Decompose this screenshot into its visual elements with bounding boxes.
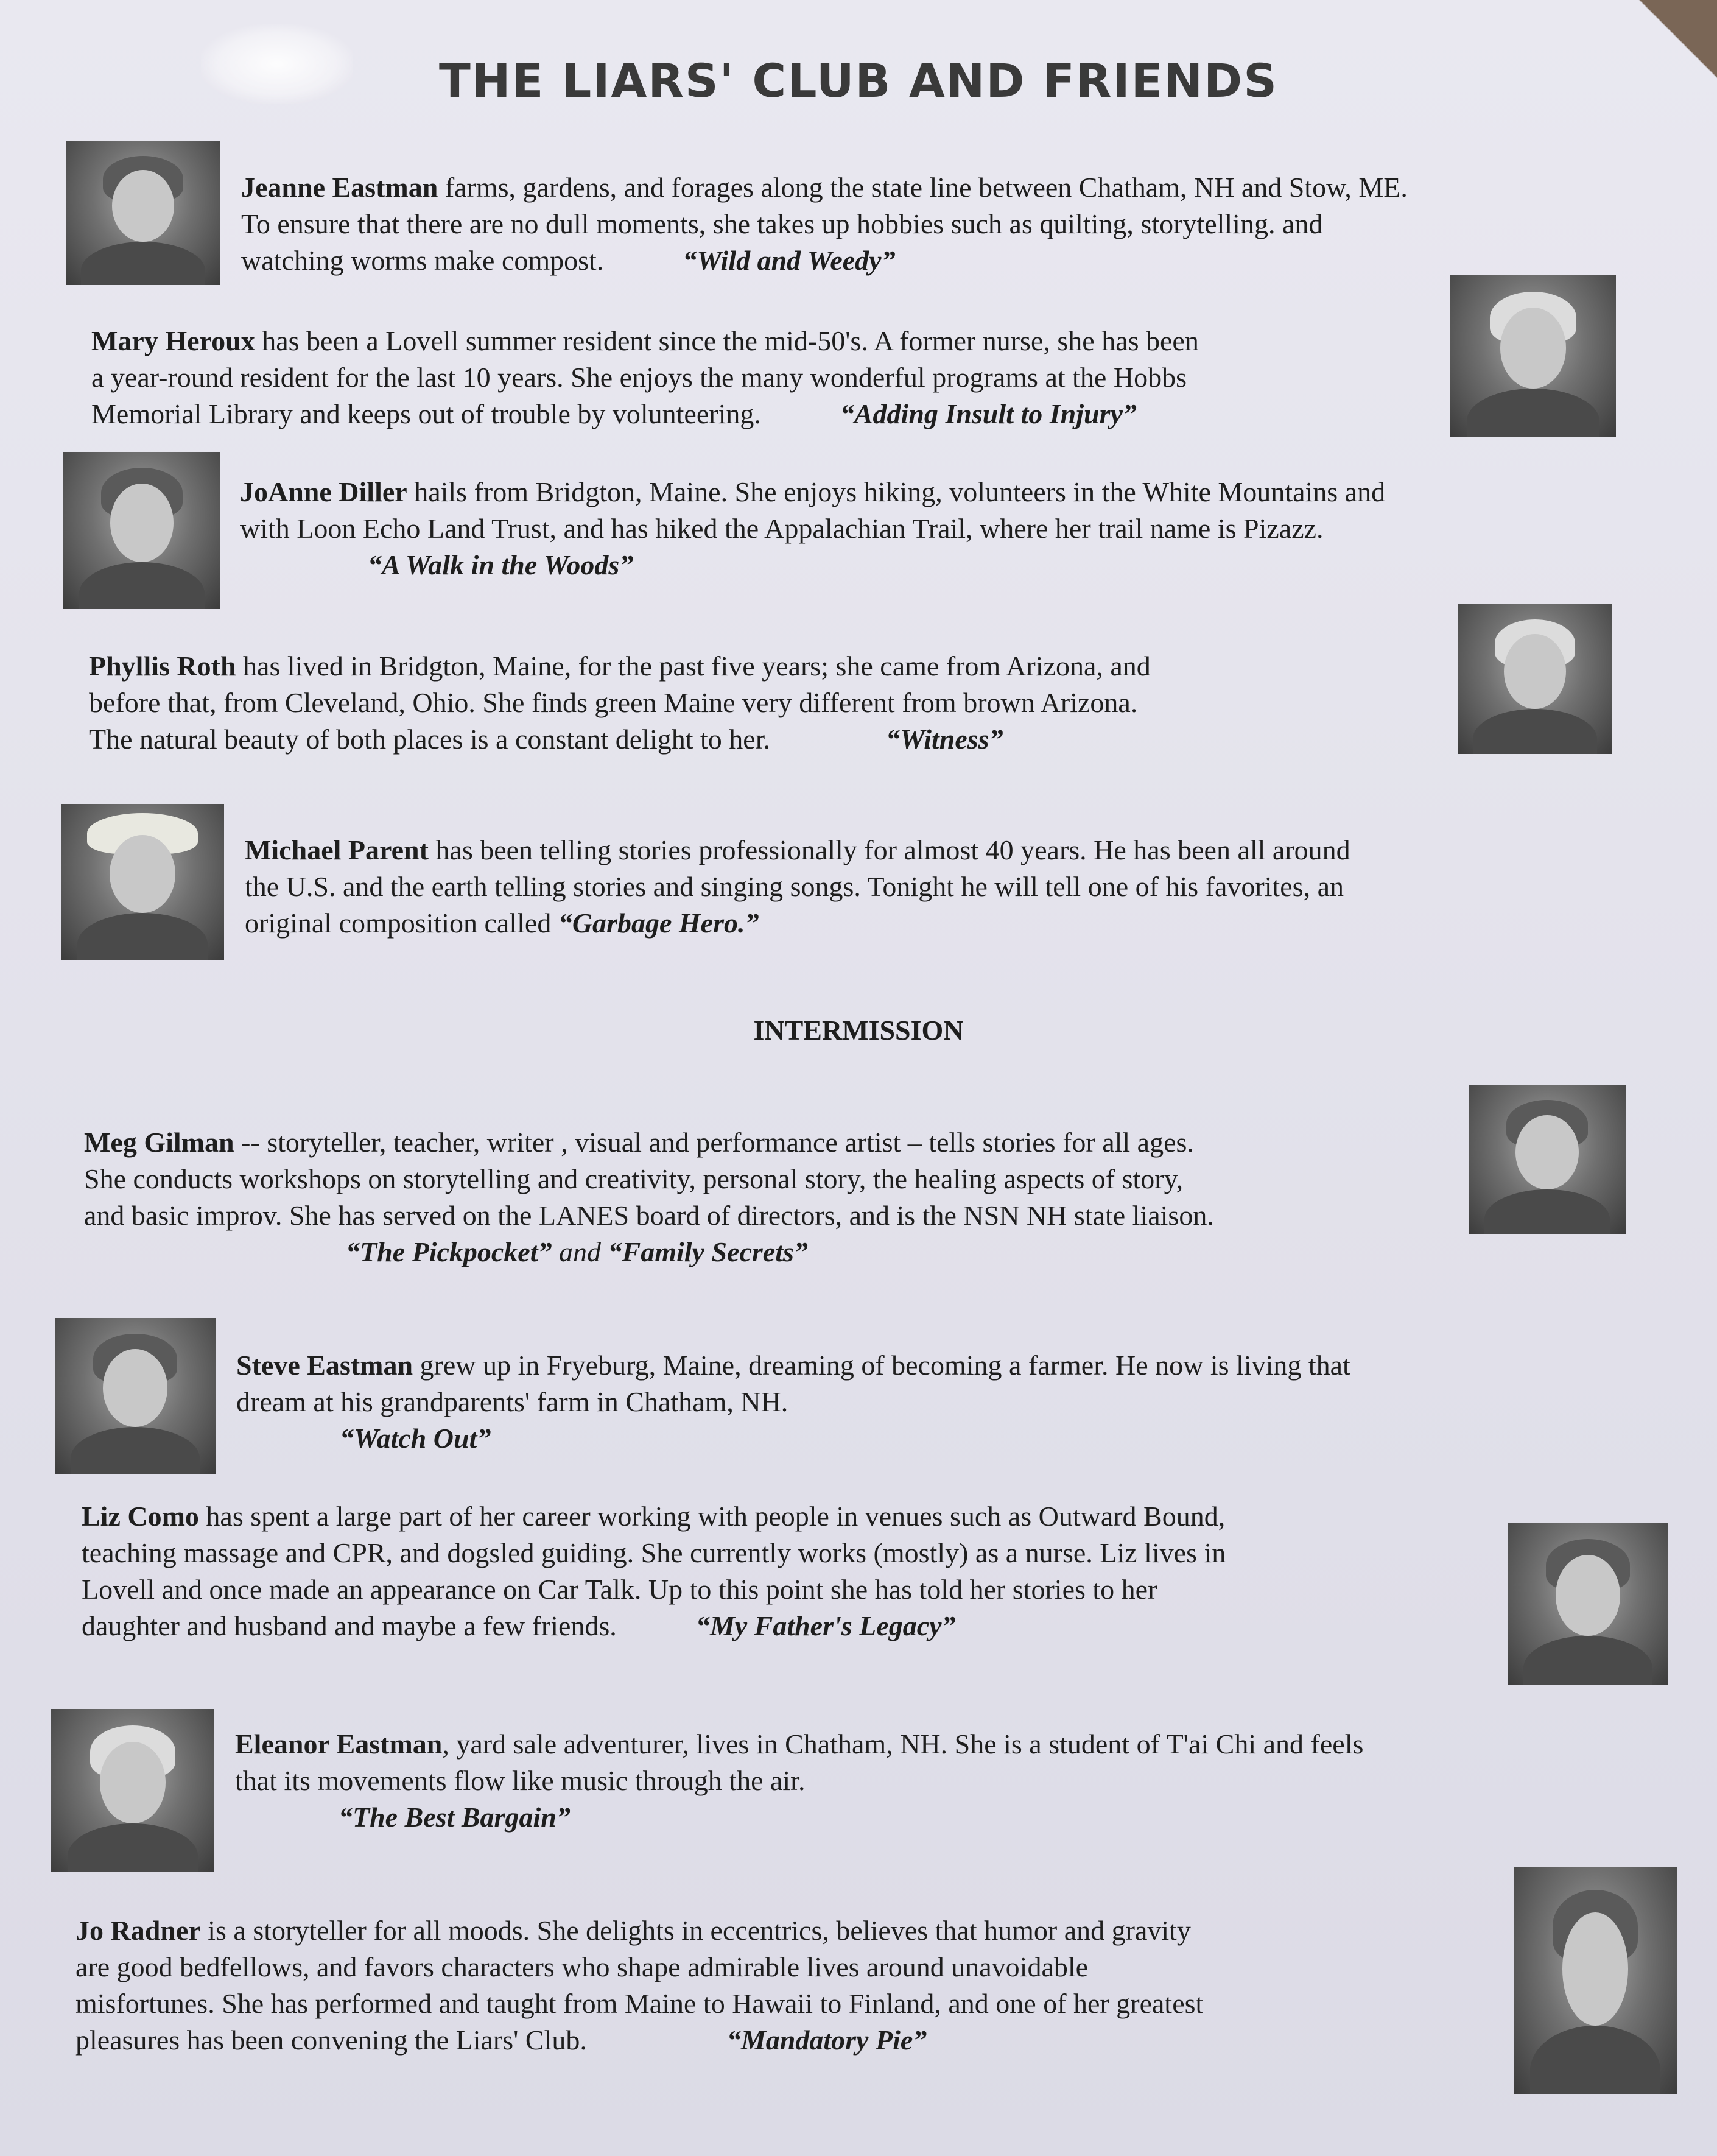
portrait-photo	[63, 452, 220, 609]
bio-line: daughter and husband and maybe a few friends.	[82, 1610, 617, 1641]
story-title: “Watch Out”	[340, 1423, 491, 1454]
performer-bio	[82, 1498, 1494, 1644]
story-title: “A Walk in the Woods”	[368, 549, 634, 580]
performer-bio	[91, 323, 1431, 432]
story-title: “The Best Bargain”	[339, 1802, 571, 1833]
performer-name: Jo Radner	[75, 1915, 201, 1946]
bio-line: has lived in Bridgton, Maine, for the past five years; she came from Arizona, and	[236, 650, 1151, 682]
bio-line: Lovell and once made an appearance on Car Talk. Up to this point she has told her stories to her	[82, 1574, 1157, 1605]
bio-line: has been telling stories professionally for almost 40 years. He has been all around	[428, 834, 1350, 865]
bio-line: and basic improv. She has served on the LANES board of directors, and is the NSN NH state liaison.	[84, 1200, 1214, 1231]
bio-line: misfortunes. She has performed and taught from Maine to Hawaii to Finland, and one of her greatest	[75, 1988, 1204, 2019]
portrait-photo	[1450, 275, 1616, 437]
story-title: “Garbage Hero.”	[558, 907, 759, 939]
portrait-photo	[55, 1318, 216, 1474]
portrait-photo	[66, 141, 220, 285]
bio-line: The natural beauty of both places is a constant delight to her.	[89, 724, 771, 755]
performer-name: JoAnne Diller	[240, 476, 407, 507]
story-title: “Mandatory Pie”	[726, 2024, 927, 2056]
story-title: “Family Secrets”	[608, 1236, 808, 1267]
performer-bio	[241, 169, 1642, 279]
performer-bio	[75, 1912, 1500, 2059]
performer-name: Eleanor Eastman	[235, 1728, 443, 1760]
bio-line: Memorial Library and keeps out of trouble by volunteering.	[91, 398, 761, 429]
performer-name: Liz Como	[82, 1501, 199, 1532]
bio-line: To ensure that there are no dull moments, she takes up hobbies such as quilting, storytelling. and	[241, 208, 1323, 239]
performer-name: Steve Eastman	[236, 1350, 413, 1381]
bio-line: dream at his grandparents' farm in Chatham, NH.	[236, 1386, 788, 1417]
bio-line: grew up in Fryeburg, Maine, dreaming of becoming a farmer. He now is living that	[413, 1350, 1350, 1381]
story-title: “The Pickpocket”	[346, 1236, 552, 1267]
performer-bio	[84, 1124, 1454, 1270]
bio-line: She conducts workshops on storytelling and creativity, personal story, the healing aspects of story,	[84, 1163, 1184, 1194]
bio-line: -- storyteller, teacher, writer , visual and performance artist – tells stories for all ages.	[234, 1127, 1194, 1158]
portrait-photo	[51, 1709, 214, 1872]
bio-line: teaching massage and CPR, and dogsled guiding. She currently works (mostly) as a nurse. Liz lives in	[82, 1537, 1226, 1568]
story-title: “My Father's Legacy”	[695, 1610, 956, 1641]
story-title: “Wild and Weedy”	[683, 245, 896, 276]
performer-name: Jeanne Eastman	[241, 172, 438, 203]
portrait-photo	[61, 804, 224, 960]
performer-name: Phyllis Roth	[89, 650, 236, 682]
performer-bio	[235, 1726, 1635, 1836]
bio-line: are good bedfellows, and favors characters who shape admirable lives around unavoidable	[75, 1951, 1089, 1982]
portrait-photo	[1514, 1867, 1677, 2094]
performer-bio	[89, 648, 1428, 758]
bio-line: watching worms make compost.	[241, 245, 604, 276]
performer-name: Mary Heroux	[91, 325, 255, 356]
bio-line: hails from Bridgton, Maine. She enjoys hiking, volunteers in the White Mountains and	[407, 476, 1386, 507]
performer-bio	[240, 474, 1640, 583]
bio-line: original composition called	[245, 907, 558, 939]
story-joiner: and	[552, 1236, 608, 1267]
performer-bio	[245, 832, 1645, 942]
performer-name: Michael Parent	[245, 834, 429, 865]
story-title: “Witness”	[886, 724, 1003, 755]
bio-line: that its movements flow like music through the air.	[235, 1765, 806, 1796]
bio-line: is a storyteller for all moods. She delights in eccentrics, believes that humor and gravity	[200, 1915, 1191, 1946]
portrait-photo	[1469, 1085, 1626, 1234]
bio-line: farms, gardens, and forages along the state line between Chatham, NH and Stow, ME.	[438, 172, 1408, 203]
performer-bio	[236, 1347, 1637, 1457]
bio-line: a year-round resident for the last 10 years. She enjoys the many wonderful programs at the Hobbs	[91, 362, 1187, 393]
story-title: “Adding Insult to Injury”	[840, 398, 1137, 429]
page-title: THE LIARS' CLUB AND FRIENDS	[439, 54, 1278, 108]
bio-line: pleasures has been convening the Liars' Club.	[75, 2024, 587, 2056]
bio-line: the U.S. and the earth telling stories and singing songs. Tonight he will tell one of his favorites, an	[245, 871, 1344, 902]
portrait-photo	[1508, 1523, 1668, 1685]
bio-line: with Loon Echo Land Trust, and has hiked the Appalachian Trail, where her trail name is Pizazz.	[240, 513, 1324, 544]
bio-line: has been a Lovell summer resident since the mid-50's. A former nurse, she has been	[255, 325, 1199, 356]
bio-line: before that, from Cleveland, Ohio. She finds green Maine very different from brown Arizona.	[89, 687, 1138, 718]
portrait-photo	[1458, 604, 1612, 754]
intermission-heading: INTERMISSION	[753, 1015, 964, 1046]
bio-line: has spent a large part of her career working with people in venues such as Outward Bound,	[198, 1501, 1226, 1532]
bio-line: , yard sale adventurer, lives in Chatham, NH. She is a student of T'ai Chi and feels	[442, 1728, 1364, 1760]
performer-name: Meg Gilman	[84, 1127, 234, 1158]
